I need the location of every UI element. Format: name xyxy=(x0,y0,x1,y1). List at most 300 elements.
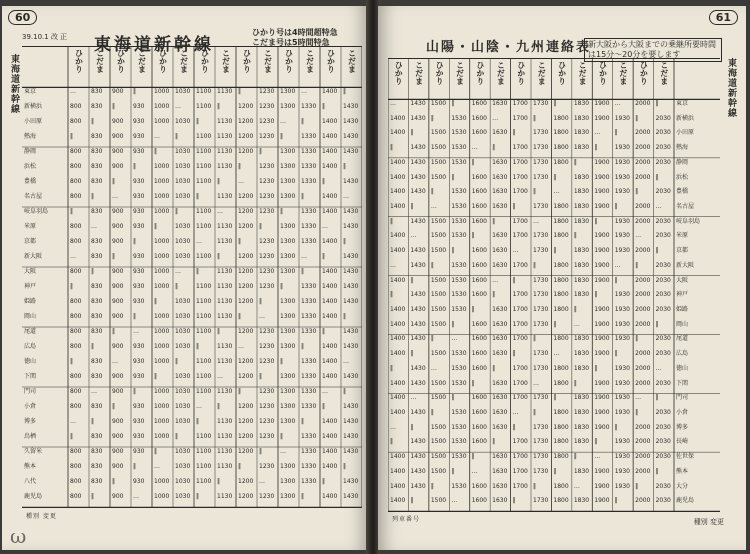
timetable-cell: 1030 xyxy=(175,418,191,425)
timetable-cell: 1130 xyxy=(217,223,233,230)
timetable-cell: ‖ xyxy=(410,423,414,431)
train-column-header: ひかり xyxy=(116,49,126,73)
timetable-cell: 1730 xyxy=(533,247,549,255)
timetable-cell: ‖ xyxy=(112,103,115,110)
timetable-cell: 1830 xyxy=(573,129,590,137)
timetable-cell: ‖ xyxy=(154,448,157,455)
timetable-cell: 2030 xyxy=(655,129,671,137)
timetable-cell: 900 xyxy=(112,223,124,230)
timetable-cell: 830 xyxy=(91,328,103,335)
timetable-cell: 1700 xyxy=(512,453,528,461)
timetable-cell: 1330 xyxy=(301,178,317,185)
station-name: 徳山 xyxy=(676,364,689,372)
timetable-cell: 930 xyxy=(133,343,145,350)
timetable-cell: ‖ xyxy=(430,335,434,343)
timetable-cell: 900 xyxy=(112,163,124,170)
timetable-cell: 1900 xyxy=(594,423,610,431)
timetable-cell: 2030 xyxy=(655,423,671,431)
train-column-header: こだま xyxy=(414,61,424,85)
timetable-cell: 1200 xyxy=(238,403,254,410)
station-name: 門司 xyxy=(24,388,37,395)
timetable-cell: 1200 xyxy=(238,193,254,200)
timetable-cell: 1430 xyxy=(343,478,359,485)
timetable-cell: 1230 xyxy=(259,88,275,95)
timetable-cell: 2030 xyxy=(655,482,671,490)
timetable-cell: 1530 xyxy=(451,482,467,490)
timetable-cell: … xyxy=(280,448,286,455)
timetable-cell: 1000 xyxy=(154,358,170,365)
timetable-cell: 1630 xyxy=(492,261,508,269)
timetable-cell: 1530 xyxy=(451,291,467,299)
timetable-cell: ‖ xyxy=(91,343,94,350)
timetable-cell: ‖ xyxy=(594,438,598,446)
timetable-cell: 800 xyxy=(70,388,82,395)
train-column-header: こだま xyxy=(347,49,357,73)
timetable-cell: ‖ xyxy=(280,208,283,215)
timetable-cell: … xyxy=(533,379,539,387)
timetable-cell: ‖ xyxy=(471,453,475,461)
timetable-cell: 1700 xyxy=(512,261,528,269)
timetable-cell: 1600 xyxy=(471,173,487,181)
timetable-cell: 1300 xyxy=(280,403,296,410)
timetable-cell: ‖ xyxy=(655,467,659,475)
timetable-cell: 1400 xyxy=(390,335,406,343)
timetable-cell: ‖ xyxy=(390,438,393,446)
timetable-cell: 1430 xyxy=(343,208,359,215)
train-column-header: ひかり xyxy=(557,61,567,85)
timetable-cell: ‖ xyxy=(154,148,157,155)
timetable-cell: ‖ xyxy=(614,276,618,284)
timetable-cell: 1930 xyxy=(614,482,630,490)
timetable-cell: ‖ xyxy=(112,403,115,410)
timetable-cell: 1030 xyxy=(175,178,191,185)
timetable-cell: 1500 xyxy=(430,129,447,137)
timetable-cell: 1900 xyxy=(594,261,610,269)
timetable-cell: 930 xyxy=(133,283,145,290)
timetable-cell: 1930 xyxy=(614,232,630,240)
timetable-cell: ‖ xyxy=(553,467,557,475)
timetable-cell: 1300 xyxy=(280,103,296,110)
station-name: 尾道 xyxy=(676,335,689,343)
timetable-cell: … xyxy=(343,358,349,365)
timetable-cell: … xyxy=(112,358,118,365)
timetable-cell: ‖ xyxy=(301,118,304,125)
timetable-cell: 1430 xyxy=(410,217,426,225)
timetable-cell: 1630 xyxy=(492,482,508,490)
timetable-cell: 1430 xyxy=(410,409,426,416)
timetable-cell: 800 xyxy=(70,463,82,470)
left-page xyxy=(2,6,368,550)
timetable-cell: 1000 xyxy=(154,193,170,200)
station-name: 八代 xyxy=(24,478,37,485)
station-name: 新大阪 xyxy=(24,253,43,260)
timetable-cell: 2030 xyxy=(655,409,671,416)
timetable-cell: 2000 xyxy=(635,364,651,372)
timetable-cell: 1300 xyxy=(280,328,296,335)
timetable-cell: … xyxy=(553,188,560,196)
timetable-cell: 1430 xyxy=(410,379,426,387)
timetable-cell: ‖ xyxy=(512,350,516,358)
timetable-cell: 1330 xyxy=(301,433,317,440)
timetable-cell: ‖ xyxy=(322,103,325,110)
timetable-cell: ‖ xyxy=(70,133,73,140)
timetable-cell: 800 xyxy=(70,178,82,185)
timetable-cell: ‖ xyxy=(471,158,475,166)
timetable-cell: ‖ xyxy=(322,478,325,485)
timetable-cell: 1630 xyxy=(492,335,508,343)
timetable-cell: 800 xyxy=(70,238,82,245)
timetable-cell: 2000 xyxy=(635,100,651,107)
station-name: 岡山 xyxy=(676,320,689,328)
station-name: 熊本 xyxy=(24,463,37,470)
timetable-cell: ‖ xyxy=(594,144,598,152)
timetable-cell: 1600 xyxy=(471,497,487,505)
timetable-cell: 830 xyxy=(91,478,103,485)
timetable-cell: ‖ xyxy=(614,203,618,210)
timetable-cell: 1930 xyxy=(614,364,630,372)
timetable-cell: 1730 xyxy=(533,350,549,358)
timetable-cell: 1630 xyxy=(492,467,508,475)
timetable-cell: … xyxy=(301,253,307,260)
timetable-cell: 1400 xyxy=(390,394,406,402)
timetable-cell: 800 xyxy=(70,148,82,155)
timetable-cell: … xyxy=(655,203,662,210)
timetable-cell: 1230 xyxy=(259,163,275,170)
timetable-cell: ‖ xyxy=(471,306,475,313)
station-name: 下関 xyxy=(24,373,37,380)
timetable-cell: 930 xyxy=(133,148,145,155)
timetable-cell: 1400 xyxy=(390,467,406,475)
timetable-cell: 1800 xyxy=(553,497,569,505)
timetable-cell: 1300 xyxy=(280,148,296,155)
timetable-cell: 1100 xyxy=(196,253,212,260)
note-line: ひかり号は4時間超特急 xyxy=(252,28,338,37)
page-number: 60 xyxy=(8,10,37,25)
timetable-cell: 1800 xyxy=(553,423,569,431)
timetable-cell: ‖ xyxy=(238,163,241,170)
page-title: 山陽・山陰・九州連絡表 xyxy=(426,40,592,55)
timetable-cell: 1500 xyxy=(430,276,447,284)
station-name: 豊橋 xyxy=(24,178,37,185)
timetable-cell: 1700 xyxy=(512,364,528,372)
timetable-cell: ‖ xyxy=(133,238,136,245)
timetable-cell: 2030 xyxy=(655,261,671,269)
timetable-cell: ‖ xyxy=(238,388,241,395)
timetable-cell: 1900 xyxy=(594,188,610,196)
timetable-cell: 1030 xyxy=(175,223,191,230)
timetable-cell: 1700 xyxy=(512,158,528,166)
timetable-cell: ‖ xyxy=(492,217,496,225)
timetable-cell: … xyxy=(175,103,181,110)
timetable-cell: 1230 xyxy=(259,238,275,245)
timetable-cell: 1430 xyxy=(410,114,426,122)
timetable-cell: 1130 xyxy=(217,193,233,200)
train-column-header: ひかり xyxy=(516,61,526,85)
timetable-cell: ‖ xyxy=(343,388,346,395)
timetable-cell: 1800 xyxy=(553,129,569,137)
station-name: 京都 xyxy=(24,238,37,245)
timetable-cell: … xyxy=(280,118,286,125)
timetable-cell: 1730 xyxy=(533,364,549,372)
timetable-cell: 1430 xyxy=(410,335,426,343)
timetable-cell: 2030 xyxy=(655,144,671,152)
timetable-cell: 2030 xyxy=(655,188,671,196)
timetable-cell: 1630 xyxy=(492,306,508,313)
timetable-cell: 1430 xyxy=(343,118,359,125)
timetable-cell: 1900 xyxy=(594,394,610,402)
timetable-cell: 1500 xyxy=(430,173,447,181)
timetable-cell: ‖ xyxy=(133,388,136,395)
timetable-cell: 1030 xyxy=(175,493,191,500)
timetable-cell: 1000 xyxy=(154,493,170,500)
timetable-cell: 1030 xyxy=(175,298,191,305)
timetable-cell: 1600 xyxy=(471,350,487,358)
timetable-cell: 2030 xyxy=(655,453,671,461)
timetable-cell: 1030 xyxy=(175,238,191,245)
timetable-cell: 830 xyxy=(91,403,103,410)
timetable-cell: ‖ xyxy=(533,482,536,490)
timetable-cell: 1100 xyxy=(196,223,212,230)
timetable-cell: … xyxy=(594,453,601,461)
timetable-cell: 1530 xyxy=(451,453,467,461)
timetable-cell: 1100 xyxy=(196,298,212,305)
timetable-cell: … xyxy=(390,100,396,107)
timetable-cell: 1430 xyxy=(410,173,426,181)
timetable-cell: 1400 xyxy=(322,448,338,455)
timetable-cell: 1230 xyxy=(259,283,275,290)
timetable-cell: 930 xyxy=(133,133,145,140)
station-name: 博多 xyxy=(24,418,37,425)
timetable-cell: 1900 xyxy=(594,173,610,181)
timetable-cell: ‖ xyxy=(512,276,516,284)
timetable-cell: 1330 xyxy=(301,388,317,395)
timetable-cell: 1030 xyxy=(175,328,191,335)
timetable-cell: 800 xyxy=(70,268,82,275)
timetable-cell: ‖ xyxy=(410,497,414,505)
timetable-cell: 1230 xyxy=(259,493,275,500)
timetable-cell: 1030 xyxy=(175,163,191,170)
station-name: 岐阜羽島 xyxy=(24,208,49,215)
timetable-cell: 1200 xyxy=(238,103,254,110)
timetable-cell: ‖ xyxy=(154,373,157,380)
timetable-cell: 1930 xyxy=(614,144,630,152)
timetable-cell: ‖ xyxy=(451,320,455,328)
timetable-cell: ‖ xyxy=(410,129,414,137)
timetable-cell: ‖ xyxy=(492,291,496,299)
timetable-cell: 1430 xyxy=(410,320,426,328)
timetable-cell: 1530 xyxy=(451,203,467,210)
timetable-cell: 1400 xyxy=(390,306,406,313)
timetable-cell: 1900 xyxy=(594,409,610,416)
timetable-cell: 1130 xyxy=(217,343,233,350)
timetable-cell: 1630 xyxy=(492,409,508,416)
train-column-header: ひかり xyxy=(394,61,404,85)
timetable-cell: … xyxy=(259,478,265,485)
timetable-cell: 1000 xyxy=(154,283,170,290)
timetable-cell: ‖ xyxy=(343,238,346,245)
timetable-cell: 1400 xyxy=(322,343,338,350)
timetable-cell: 900 xyxy=(112,298,124,305)
timetable-cell: 1630 xyxy=(492,203,508,210)
timetable-cell: 2030 xyxy=(655,497,671,505)
timetable-cell: 1600 xyxy=(471,129,487,137)
timetable-cell: 1530 xyxy=(451,158,467,166)
timetable-cell: 1100 xyxy=(196,463,212,470)
timetable-cell: ‖ xyxy=(112,178,115,185)
timetable-cell: ‖ xyxy=(614,423,618,431)
timetable-cell: 1900 xyxy=(594,247,610,255)
timetable-cell: 1230 xyxy=(259,268,275,275)
timetable-cell: ‖ xyxy=(573,379,577,387)
timetable-cell: 1330 xyxy=(301,238,317,245)
timetable-cell: 1930 xyxy=(614,409,630,416)
timetable-cell: 1000 xyxy=(154,163,170,170)
timetable-cell: … xyxy=(91,223,97,230)
timetable-cell: 900 xyxy=(112,238,124,245)
timetable-cell: 1100 xyxy=(196,148,212,155)
timetable-cell: 1130 xyxy=(217,418,233,425)
timetable-cell: 1200 xyxy=(238,373,254,380)
timetable-cell: 1230 xyxy=(259,343,275,350)
timetable-cell: 1830 xyxy=(573,203,590,210)
timetable-cell: 1030 xyxy=(175,463,191,470)
timetable-cell: ‖ xyxy=(217,328,220,335)
timetable-cell: 1000 xyxy=(154,178,170,185)
timetable-cell: 1430 xyxy=(343,328,359,335)
timetable-cell: … xyxy=(471,144,478,152)
timetable-cell: 1530 xyxy=(451,114,467,122)
timetable-cell: 1330 xyxy=(301,208,317,215)
timetable-cell: 1130 xyxy=(217,463,233,470)
timetable-cell: … xyxy=(133,493,139,500)
timetable-cell: 1030 xyxy=(175,343,191,350)
timetable-cell: ‖ xyxy=(238,463,241,470)
timetable-cell: 1500 xyxy=(430,247,447,255)
timetable-cell: 1500 xyxy=(430,423,447,431)
timetable-cell: 1100 xyxy=(196,478,212,485)
timetable-cell: ‖ xyxy=(91,418,94,425)
timetable-cell: 930 xyxy=(133,178,145,185)
timetable-cell: ‖ xyxy=(635,188,639,196)
timetable-cell: ‖ xyxy=(259,223,262,230)
timetable-cell: … xyxy=(322,388,328,395)
timetable-cell: 1030 xyxy=(175,118,191,125)
timetable-cell: 1500 xyxy=(430,453,447,461)
timetable-cell: 1530 xyxy=(451,261,467,269)
timetable-cell: 1600 xyxy=(471,203,487,210)
station-name: 大阪 xyxy=(24,268,37,275)
timetable-cell: 1330 xyxy=(301,103,317,110)
station-name: 豊橋 xyxy=(676,188,689,196)
timetable-cell: 1430 xyxy=(410,291,426,299)
timetable-cell: 1630 xyxy=(492,129,508,137)
timetable-cell: 1030 xyxy=(175,193,191,200)
timetable-cell: 1400 xyxy=(390,188,406,196)
timetable-cell: 1400 xyxy=(322,493,338,500)
timetable-cell: 1700 xyxy=(512,232,528,240)
timetable-cell: 1500 xyxy=(430,438,447,446)
timetable-cell: 1130 xyxy=(217,433,233,440)
timetable-cell: 800 xyxy=(70,103,82,110)
timetable-cell: 900 xyxy=(112,388,124,395)
timetable-cell: 1830 xyxy=(573,394,590,402)
station-name: 名古屋 xyxy=(24,193,43,200)
timetable-cell: … xyxy=(635,232,642,240)
timetable-cell: ‖ xyxy=(301,493,304,500)
timetable-cell: 1430 xyxy=(343,283,359,290)
timetable-cell: 900 xyxy=(112,448,124,455)
timetable-cell: 1430 xyxy=(410,158,426,166)
timetable-cell: 1400 xyxy=(322,373,338,380)
timetable-cell: 1430 xyxy=(343,268,359,275)
timetable-cell: 1400 xyxy=(390,203,406,210)
timetable-cell: ‖ xyxy=(196,268,199,275)
timetable-cell: ‖ xyxy=(154,298,157,305)
train-column-header: こだま xyxy=(496,61,506,85)
timetable-cell: 1230 xyxy=(259,103,275,110)
train-column-header: ひかり xyxy=(639,61,649,85)
timetable-cell: 1830 xyxy=(573,247,590,255)
train-column-header: ひかり xyxy=(200,49,210,73)
timetable-cell: 900 xyxy=(112,88,124,95)
timetable-cell: 1930 xyxy=(614,114,630,122)
timetable-cell: ‖ xyxy=(175,433,178,440)
timetable-cell: 930 xyxy=(133,358,145,365)
timetable-cell: 1500 xyxy=(430,467,447,475)
timetable-cell: 1400 xyxy=(322,298,338,305)
timetable-cell: 1800 xyxy=(553,438,569,446)
station-name: 浜松 xyxy=(676,173,689,181)
timetable-cell: 1430 xyxy=(343,253,359,260)
station-name: 熱海 xyxy=(24,133,37,140)
timetable-cell: 1130 xyxy=(217,148,233,155)
timetable-cell: 930 xyxy=(133,223,145,230)
timetable-cell: 1730 xyxy=(533,158,549,166)
timetable-cell: ‖ xyxy=(533,335,536,343)
timetable-cell: 1200 xyxy=(238,418,254,425)
timetable-cell: 1000 xyxy=(154,103,170,110)
train-column-header: こだま xyxy=(305,49,315,73)
timetable-cell: ‖ xyxy=(301,343,304,350)
timetable-cell: 1000 xyxy=(154,328,170,335)
timetable-cell: 1600 xyxy=(471,276,487,284)
line-name-label: 東海道新幹線 xyxy=(726,58,736,118)
timetable-cell: … xyxy=(390,423,396,431)
timetable-cell: 1130 xyxy=(217,358,233,365)
timetable-cell: ‖ xyxy=(635,261,639,269)
timetable-cell: 830 xyxy=(91,373,103,380)
timetable-cell: 1700 xyxy=(512,217,528,225)
timetable-cell: 800 xyxy=(70,448,82,455)
timetable-cell: 1000 xyxy=(154,268,170,275)
timetable-cell: 1730 xyxy=(533,438,549,446)
timetable-cell: 1900 xyxy=(594,232,610,240)
timetable-cell: 2030 xyxy=(655,232,671,240)
timetable-cell: 1330 xyxy=(301,148,317,155)
timetable-cell: … xyxy=(573,482,580,490)
timetable-cell: ‖ xyxy=(390,364,393,372)
timetable-cell: ‖ xyxy=(133,463,136,470)
station-name: 佐世保 xyxy=(676,453,695,461)
timetable-cell: ‖ xyxy=(635,335,639,343)
timetable-cell: ‖ xyxy=(594,291,598,299)
timetable-cell: 1830 xyxy=(573,276,590,284)
timetable-cell: 1730 xyxy=(533,276,549,284)
station-name: 東京 xyxy=(676,100,689,107)
timetable-cell: 2000 xyxy=(635,158,651,166)
timetable-cell: 1730 xyxy=(533,306,549,313)
timetable-cell: ‖ xyxy=(430,482,434,490)
